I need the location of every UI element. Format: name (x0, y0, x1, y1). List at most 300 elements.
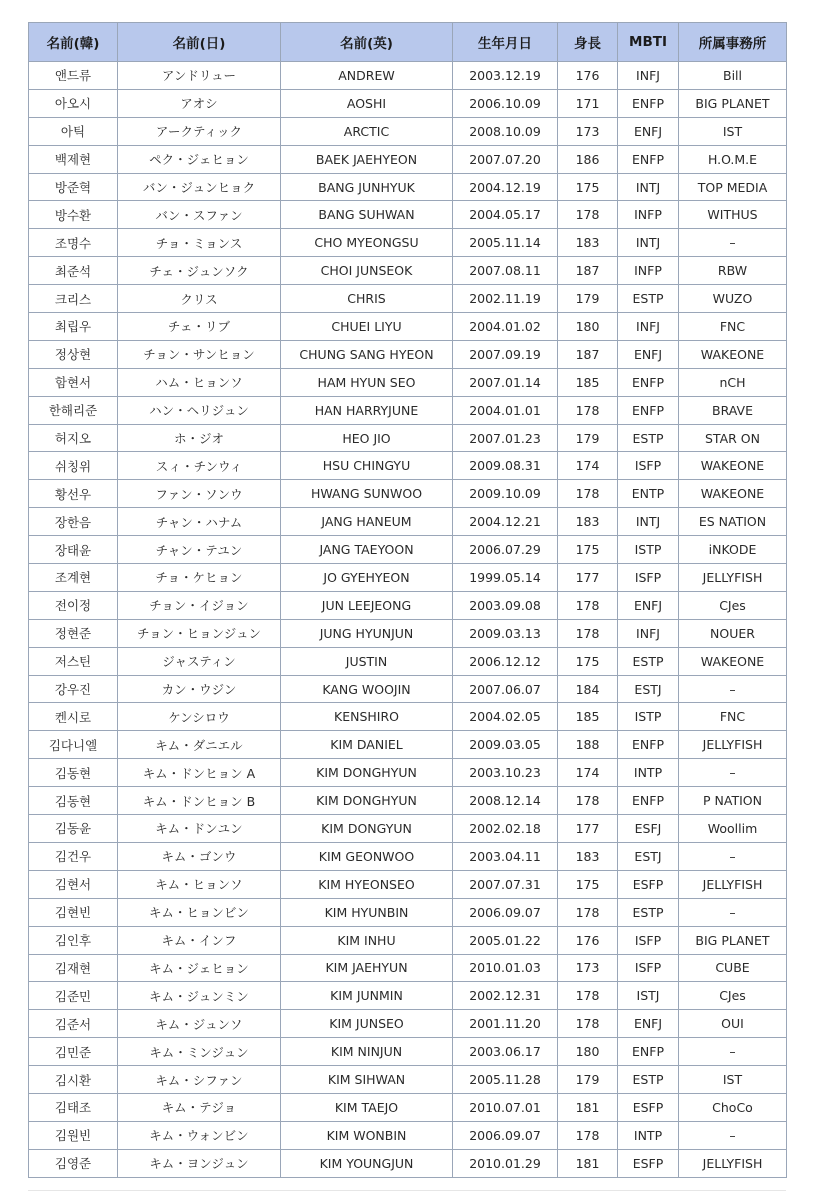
mbti-cell: INFP (618, 257, 679, 285)
korean-name-cell: 김동현 (29, 787, 118, 815)
table-row (29, 1010, 787, 1038)
agency-cell: CUBE (679, 954, 787, 982)
english-name-cell: HEO JIO (281, 424, 453, 452)
english-name-cell: BAEK JAEHYEON (281, 145, 453, 173)
birthdate-cell: 2004.01.02 (453, 313, 558, 341)
table-row (29, 201, 787, 229)
english-name-cell: HSU CHINGYU (281, 452, 453, 480)
mbti-cell: INFJ (618, 619, 679, 647)
birthdate-cell: 2006.07.29 (453, 536, 558, 564)
height-cell: 173 (558, 117, 618, 145)
table-row (29, 1066, 787, 1094)
japanese-name-cell: ホ・ジオ (118, 424, 281, 452)
japanese-name-cell: チョン・サンヒョン (118, 340, 281, 368)
english-name-cell: JO GYEHYEON (281, 564, 453, 592)
japanese-name-cell: クリス (118, 285, 281, 313)
height-cell: 178 (558, 898, 618, 926)
korean-name-cell: 김건우 (29, 842, 118, 870)
korean-name-cell: 앤드류 (29, 62, 118, 90)
agency-cell: FNC (679, 703, 787, 731)
korean-name-cell: 김동윤 (29, 815, 118, 843)
table-row (29, 313, 787, 341)
english-name-cell: KIM DONGYUN (281, 815, 453, 843)
birthdate-cell: 2004.01.01 (453, 396, 558, 424)
japanese-name-cell: キム・ジュンミン (118, 982, 281, 1010)
english-name-cell: JUNG HYUNJUN (281, 619, 453, 647)
height-cell: 181 (558, 1093, 618, 1121)
height-cell: 184 (558, 675, 618, 703)
column-header-japanese-name: 名前(日) (118, 23, 281, 62)
agency-cell: CJes (679, 982, 787, 1010)
height-cell: 175 (558, 870, 618, 898)
mbti-cell: ESFP (618, 1093, 679, 1121)
english-name-cell: KIM HYEONSEO (281, 870, 453, 898)
table-row (29, 619, 787, 647)
mbti-cell: ESTP (618, 1066, 679, 1094)
agency-cell: JELLYFISH (679, 1149, 787, 1177)
korean-name-cell: 전이정 (29, 591, 118, 619)
agency-cell: – (679, 759, 787, 787)
table-row (29, 508, 787, 536)
korean-name-cell: 함현서 (29, 368, 118, 396)
korean-name-cell: 크리스 (29, 285, 118, 313)
korean-name-cell: 조명수 (29, 229, 118, 257)
birthdate-cell: 2003.09.08 (453, 591, 558, 619)
table-row (29, 1093, 787, 1121)
birthdate-cell: 2006.09.07 (453, 898, 558, 926)
mbti-cell: ESTJ (618, 675, 679, 703)
table-body (29, 62, 787, 1178)
table-row (29, 145, 787, 173)
mbti-cell: ESTP (618, 285, 679, 313)
english-name-cell: CHUNG SANG HYEON (281, 340, 453, 368)
korean-name-cell: 김재현 (29, 954, 118, 982)
english-name-cell: ARCTIC (281, 117, 453, 145)
birthdate-cell: 2009.10.09 (453, 480, 558, 508)
table-row (29, 89, 787, 117)
korean-name-cell: 한해리준 (29, 396, 118, 424)
mbti-cell: ISFP (618, 954, 679, 982)
table-row (29, 340, 787, 368)
table-row (29, 675, 787, 703)
table-row (29, 1121, 787, 1149)
birthdate-cell: 2010.01.03 (453, 954, 558, 982)
japanese-name-cell: キム・ウォンビン (118, 1121, 281, 1149)
mbti-cell: ENFP (618, 89, 679, 117)
birthdate-cell: 2008.12.14 (453, 787, 558, 815)
agency-cell: WAKEONE (679, 480, 787, 508)
english-name-cell: KIM DONGHYUN (281, 787, 453, 815)
japanese-name-cell: キム・ジュンソ (118, 1010, 281, 1038)
height-cell: 187 (558, 257, 618, 285)
birthdate-cell: 2007.08.11 (453, 257, 558, 285)
agency-cell: WAKEONE (679, 647, 787, 675)
japanese-name-cell: キム・ヨンジュン (118, 1149, 281, 1177)
mbti-cell: ESFJ (618, 815, 679, 843)
agency-cell: iNKODE (679, 536, 787, 564)
height-cell: 178 (558, 787, 618, 815)
table-row (29, 870, 787, 898)
korean-name-cell: 백제현 (29, 145, 118, 173)
birthdate-cell: 2007.06.07 (453, 675, 558, 703)
agency-cell: ChoCo (679, 1093, 787, 1121)
agency-cell: – (679, 675, 787, 703)
mbti-cell: INTJ (618, 173, 679, 201)
japanese-name-cell: アークティック (118, 117, 281, 145)
mbti-cell: ENFP (618, 145, 679, 173)
agency-cell: – (679, 1121, 787, 1149)
birthdate-cell: 2007.09.19 (453, 340, 558, 368)
agency-cell: RBW (679, 257, 787, 285)
mbti-cell: ENFP (618, 787, 679, 815)
english-name-cell: KIM TAEJO (281, 1093, 453, 1121)
korean-name-cell: 김현빈 (29, 898, 118, 926)
height-cell: 174 (558, 452, 618, 480)
column-header-agency: 所属事務所 (679, 23, 787, 62)
japanese-name-cell: バン・ジュンヒョク (118, 173, 281, 201)
korean-name-cell: 김동현 (29, 759, 118, 787)
korean-name-cell: 김준서 (29, 1010, 118, 1038)
agency-cell: FNC (679, 313, 787, 341)
japanese-name-cell: キム・テジョ (118, 1093, 281, 1121)
mbti-cell: INFJ (618, 62, 679, 90)
english-name-cell: JUSTIN (281, 647, 453, 675)
korean-name-cell: 김원빈 (29, 1121, 118, 1149)
japanese-name-cell: カン・ウジン (118, 675, 281, 703)
english-name-cell: CHOI JUNSEOK (281, 257, 453, 285)
height-cell: 178 (558, 1010, 618, 1038)
birthdate-cell: 2007.07.31 (453, 870, 558, 898)
table-header (29, 23, 787, 62)
table-row (29, 396, 787, 424)
height-cell: 178 (558, 619, 618, 647)
agency-cell: P NATION (679, 787, 787, 815)
mbti-cell: ESTP (618, 647, 679, 675)
japanese-name-cell: チェ・リブ (118, 313, 281, 341)
japanese-name-cell: ジャスティン (118, 647, 281, 675)
trainee-table (28, 22, 787, 1178)
agency-cell: WAKEONE (679, 340, 787, 368)
table-row (29, 954, 787, 982)
table-row (29, 452, 787, 480)
birthdate-cell: 1999.05.14 (453, 564, 558, 592)
mbti-cell: ENFP (618, 1038, 679, 1066)
korean-name-cell: 장태윤 (29, 536, 118, 564)
height-cell: 180 (558, 1038, 618, 1066)
english-name-cell: HAM HYUN SEO (281, 368, 453, 396)
agency-cell: WAKEONE (679, 452, 787, 480)
english-name-cell: KANG WOOJIN (281, 675, 453, 703)
mbti-cell: ENFJ (618, 1010, 679, 1038)
agency-cell: BRAVE (679, 396, 787, 424)
japanese-name-cell: チョ・ミョンス (118, 229, 281, 257)
english-name-cell: KIM JUNSEO (281, 1010, 453, 1038)
korean-name-cell: 최준석 (29, 257, 118, 285)
mbti-cell: INTJ (618, 229, 679, 257)
table-row (29, 368, 787, 396)
english-name-cell: BANG SUHWAN (281, 201, 453, 229)
table-row (29, 229, 787, 257)
korean-name-cell: 김인후 (29, 926, 118, 954)
birthdate-cell: 2006.12.12 (453, 647, 558, 675)
birthdate-cell: 2009.03.13 (453, 619, 558, 647)
table-row (29, 759, 787, 787)
korean-name-cell: 김시환 (29, 1066, 118, 1094)
height-cell: 179 (558, 285, 618, 313)
height-cell: 175 (558, 173, 618, 201)
korean-name-cell: 정상현 (29, 340, 118, 368)
birthdate-cell: 2003.10.23 (453, 759, 558, 787)
birthdate-cell: 2007.01.14 (453, 368, 558, 396)
english-name-cell: KIM HYUNBIN (281, 898, 453, 926)
table-row (29, 536, 787, 564)
birthdate-cell: 2009.03.05 (453, 731, 558, 759)
korean-name-cell: 아오시 (29, 89, 118, 117)
agency-cell: WUZO (679, 285, 787, 313)
mbti-cell: ENTP (618, 480, 679, 508)
korean-name-cell: 김다니엘 (29, 731, 118, 759)
table-row (29, 898, 787, 926)
japanese-name-cell: チョ・ケヒョン (118, 564, 281, 592)
mbti-cell: INFJ (618, 313, 679, 341)
agency-cell: OUI (679, 1010, 787, 1038)
japanese-name-cell: バン・スファン (118, 201, 281, 229)
birthdate-cell: 2008.10.09 (453, 117, 558, 145)
japanese-name-cell: チャン・テユン (118, 536, 281, 564)
height-cell: 178 (558, 591, 618, 619)
page-bottom-divider (28, 1190, 786, 1191)
birthdate-cell: 2002.12.31 (453, 982, 558, 1010)
mbti-cell: ESFP (618, 870, 679, 898)
japanese-name-cell: ケンシロウ (118, 703, 281, 731)
english-name-cell: KIM JAEHYUN (281, 954, 453, 982)
header-row (29, 23, 787, 62)
mbti-cell: INTP (618, 1121, 679, 1149)
japanese-name-cell: チャン・ハナム (118, 508, 281, 536)
table-row (29, 982, 787, 1010)
agency-cell: – (679, 842, 787, 870)
japanese-name-cell: キム・シファン (118, 1066, 281, 1094)
table-row (29, 173, 787, 201)
agency-cell: WITHUS (679, 201, 787, 229)
english-name-cell: KIM WONBIN (281, 1121, 453, 1149)
english-name-cell: KIM SIHWAN (281, 1066, 453, 1094)
mbti-cell: ENFJ (618, 591, 679, 619)
height-cell: 177 (558, 815, 618, 843)
birthdate-cell: 2002.02.18 (453, 815, 558, 843)
height-cell: 181 (558, 1149, 618, 1177)
english-name-cell: KIM DONGHYUN (281, 759, 453, 787)
agency-cell: IST (679, 117, 787, 145)
english-name-cell: KENSHIRO (281, 703, 453, 731)
japanese-name-cell: キム・ドンユン (118, 815, 281, 843)
birthdate-cell: 2006.10.09 (453, 89, 558, 117)
table-row (29, 731, 787, 759)
mbti-cell: ESTP (618, 898, 679, 926)
height-cell: 175 (558, 536, 618, 564)
korean-name-cell: 강우진 (29, 675, 118, 703)
table-row (29, 1149, 787, 1177)
table-row (29, 480, 787, 508)
agency-cell: TOP MEDIA (679, 173, 787, 201)
column-header-mbti: MBTI (618, 23, 679, 62)
korean-name-cell: 허지오 (29, 424, 118, 452)
agency-cell: nCH (679, 368, 787, 396)
agency-cell: JELLYFISH (679, 870, 787, 898)
agency-cell: JELLYFISH (679, 564, 787, 592)
birthdate-cell: 2003.06.17 (453, 1038, 558, 1066)
birthdate-cell: 2007.07.20 (453, 145, 558, 173)
english-name-cell: CHRIS (281, 285, 453, 313)
english-name-cell: HAN HARRYJUNE (281, 396, 453, 424)
roster-sheet (28, 22, 786, 1178)
agency-cell: NOUER (679, 619, 787, 647)
agency-cell: BIG PLANET (679, 926, 787, 954)
mbti-cell: ISFP (618, 926, 679, 954)
english-name-cell: BANG JUNHYUK (281, 173, 453, 201)
mbti-cell: ENFP (618, 396, 679, 424)
agency-cell: CJes (679, 591, 787, 619)
agency-cell: – (679, 898, 787, 926)
korean-name-cell: 아틱 (29, 117, 118, 145)
birthdate-cell: 2007.01.23 (453, 424, 558, 452)
height-cell: 180 (558, 313, 618, 341)
english-name-cell: KIM YOUNGJUN (281, 1149, 453, 1177)
birthdate-cell: 2005.01.22 (453, 926, 558, 954)
table-row (29, 424, 787, 452)
japanese-name-cell: キム・ヒョンビン (118, 898, 281, 926)
agency-cell: – (679, 1038, 787, 1066)
mbti-cell: ENFP (618, 731, 679, 759)
korean-name-cell: 쉬칭위 (29, 452, 118, 480)
japanese-name-cell: アンドリュー (118, 62, 281, 90)
height-cell: 179 (558, 1066, 618, 1094)
japanese-name-cell: チェ・ジュンソク (118, 257, 281, 285)
height-cell: 179 (558, 424, 618, 452)
column-header-birthdate: 生年月日 (453, 23, 558, 62)
table-row (29, 62, 787, 90)
agency-cell: – (679, 229, 787, 257)
birthdate-cell: 2005.11.28 (453, 1066, 558, 1094)
height-cell: 178 (558, 1121, 618, 1149)
height-cell: 176 (558, 62, 618, 90)
japanese-name-cell: チョン・イジョン (118, 591, 281, 619)
height-cell: 176 (558, 926, 618, 954)
korean-name-cell: 장한음 (29, 508, 118, 536)
height-cell: 183 (558, 508, 618, 536)
english-name-cell: KIM DANIEL (281, 731, 453, 759)
table-row (29, 703, 787, 731)
birthdate-cell: 2006.09.07 (453, 1121, 558, 1149)
mbti-cell: ISFP (618, 564, 679, 592)
table-row (29, 787, 787, 815)
korean-name-cell: 조계현 (29, 564, 118, 592)
agency-cell: ES NATION (679, 508, 787, 536)
english-name-cell: JANG HANEUM (281, 508, 453, 536)
english-name-cell: JANG TAEYOON (281, 536, 453, 564)
mbti-cell: ESTP (618, 424, 679, 452)
mbti-cell: ENFP (618, 368, 679, 396)
birthdate-cell: 2004.12.19 (453, 173, 558, 201)
height-cell: 178 (558, 396, 618, 424)
mbti-cell: ESFP (618, 1149, 679, 1177)
height-cell: 171 (558, 89, 618, 117)
table-row (29, 842, 787, 870)
height-cell: 178 (558, 480, 618, 508)
birthdate-cell: 2002.11.19 (453, 285, 558, 313)
english-name-cell: CHO MYEONGSU (281, 229, 453, 257)
table-row (29, 117, 787, 145)
height-cell: 188 (558, 731, 618, 759)
mbti-cell: ISFP (618, 452, 679, 480)
height-cell: 177 (558, 564, 618, 592)
birthdate-cell: 2009.08.31 (453, 452, 558, 480)
agency-cell: Woollim (679, 815, 787, 843)
english-name-cell: AOSHI (281, 89, 453, 117)
birthdate-cell: 2010.01.29 (453, 1149, 558, 1177)
japanese-name-cell: ハム・ヒョンソ (118, 368, 281, 396)
table-row (29, 926, 787, 954)
english-name-cell: HWANG SUNWOO (281, 480, 453, 508)
birthdate-cell: 2001.11.20 (453, 1010, 558, 1038)
table-row (29, 285, 787, 313)
mbti-cell: ESTJ (618, 842, 679, 870)
mbti-cell: INTP (618, 759, 679, 787)
japanese-name-cell: キム・ドンヒョン B (118, 787, 281, 815)
mbti-cell: INTJ (618, 508, 679, 536)
korean-name-cell: 정현준 (29, 619, 118, 647)
mbti-cell: ENFJ (618, 340, 679, 368)
height-cell: 185 (558, 368, 618, 396)
japanese-name-cell: キム・ミンジュン (118, 1038, 281, 1066)
birthdate-cell: 2010.07.01 (453, 1093, 558, 1121)
korean-name-cell: 김민준 (29, 1038, 118, 1066)
column-header-korean-name: 名前(韓) (29, 23, 118, 62)
agency-cell: JELLYFISH (679, 731, 787, 759)
english-name-cell: ANDREW (281, 62, 453, 90)
korean-name-cell: 김현서 (29, 870, 118, 898)
height-cell: 185 (558, 703, 618, 731)
korean-name-cell: 저스틴 (29, 647, 118, 675)
english-name-cell: KIM INHU (281, 926, 453, 954)
agency-cell: Bill (679, 62, 787, 90)
korean-name-cell: 방수환 (29, 201, 118, 229)
column-header-height: 身長 (558, 23, 618, 62)
height-cell: 183 (558, 229, 618, 257)
mbti-cell: ENFJ (618, 117, 679, 145)
korean-name-cell: 방준혁 (29, 173, 118, 201)
mbti-cell: ISTJ (618, 982, 679, 1010)
mbti-cell: ISTP (618, 536, 679, 564)
birthdate-cell: 2005.11.14 (453, 229, 558, 257)
japanese-name-cell: キム・ヒョンソ (118, 870, 281, 898)
mbti-cell: INFP (618, 201, 679, 229)
japanese-name-cell: スィ・チンウィ (118, 452, 281, 480)
height-cell: 174 (558, 759, 618, 787)
table-row (29, 647, 787, 675)
height-cell: 187 (558, 340, 618, 368)
agency-cell: H.O.M.E (679, 145, 787, 173)
mbti-cell: ISTP (618, 703, 679, 731)
birthdate-cell: 2004.05.17 (453, 201, 558, 229)
english-name-cell: CHUEI LIYU (281, 313, 453, 341)
height-cell: 173 (558, 954, 618, 982)
japanese-name-cell: キム・ゴンウ (118, 842, 281, 870)
agency-cell: BIG PLANET (679, 89, 787, 117)
korean-name-cell: 켄시로 (29, 703, 118, 731)
korean-name-cell: 김태조 (29, 1093, 118, 1121)
table-row (29, 591, 787, 619)
